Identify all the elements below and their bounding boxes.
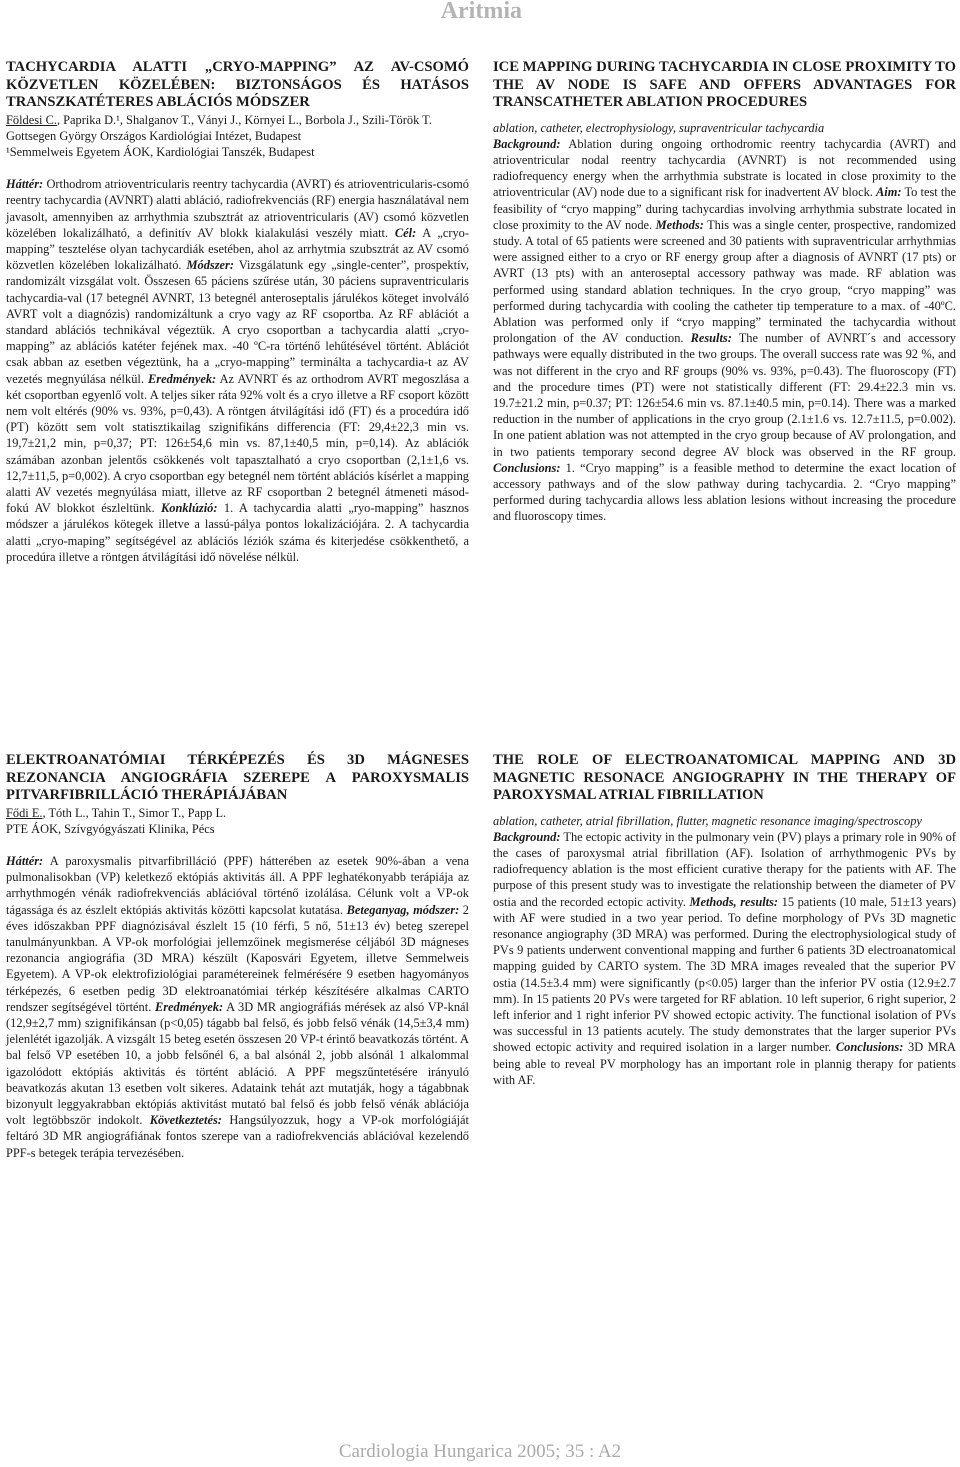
section-text: 3D MRA being able to reveal PV morphology has an important role in plannig therapy for patients with AF.	[493, 1040, 956, 1087]
section-text: The number of AVNRT´s and accessory pathways were equally distributed in the two groups. The overall success rate was 92 %, and was not different in the cryo and RF groups (90% vs. 93%, p=0.43). The fluoroscopy (FT) and the procedure times (PT) were not statistically different (FT: 29.4±22.3 min vs. 19.7±21.2 min, p=0.37; PT: 126±54.6 min vs. 87.1±40.5 min, p=0.14). There was a marked reduction in the number of applications in the cryo group (2.1±1.6 vs. 12.7±11.5, p=0.002). In one patient ablation was not attempted in the cryo group because of AV prolongation, and in two patients temporary second degree AV block was observed in the RF group.	[493, 331, 957, 459]
section-label: Methods:	[655, 217, 704, 232]
section-label: Cél:	[394, 225, 417, 240]
abstract-en-cryo	[493, 59, 956, 525]
section-text: Az AVNRT és az orthodrom AVRT megoszlása a két csoportban egyenlő volt. A teljes siker ráta 92% volt és a cryo illetve a RF csoport között nem volt eltérés (90% vs. 93%, p=0,43). A röntgen átvilágítási idő (FT) és a procedúra idő (PT) között sem volt statisztikailag szignifikáns differencia (FT: 29,4±22,3 min vs. 19,7±21,2 min, p=0,37; PT: 126±54,6 min vs. 87,1±40,5 min, p=0,14). Az ablációk számában azonban jelentős csökkenés volt tapasztalható a cryo csoportban (2,1±1,6 vs. 12,7±11,5, p=0,002). A cryo csoportban egy betegnél nem történt ablációs kísérlet a mapping alatti AV vezetés megnyúlása miatt, illetve az RF csoportban 2 betegnél átmeneti másod-fokú AV blokkot észleltünk.	[6, 371, 469, 516]
section-label: Conclusions:	[493, 460, 561, 475]
section-label: Conclusions:	[835, 1040, 904, 1055]
section-text: 2 éves időszakban PPF diagnózisával észlelt 15 (10 férfi, 5 nő, 51±13 év) beteg szerepel tanulmányunkban. A VP-ok morfológiai jellemzőinek megismerése céljából 3D mágneses rezonancia angiográfia (3D MRA) készült (Kaposvári Egyetem, illetve Semmelweis Egyetem). A VP-ok elektrofiziológiai paramétereinek felmérésére 9 esetben hagyományos térképezés, 6 esetben pedig 3D elektroanatómiai térkép készítésére alkalmas CARTO rendszer segítségével történt.	[6, 902, 469, 1014]
section-label: Konklúzió:	[161, 501, 218, 516]
section-label: Background:	[493, 136, 561, 151]
co-authors: , Paprika D.¹, Shalganov T., Ványi J., Környei L., Borbola J., Szili-Török T.	[56, 112, 432, 127]
section-text: Orthodrom atrioventricularis reentry tachycardia (AVRT) és atrioventricularis-csomó reentry tachycardia (AVNRT) alatti abláció, radiofrekvenciás (RF) energia használatával nem javasolt, amennyiben az arrhythmia szubsztrát az atrioventricularis (AV) csomó közvetlen közelében lokalizálható, a definitív AV blokk kialakulási veszély miatt.	[6, 177, 469, 240]
section-label: Eredmények:	[154, 999, 224, 1014]
section-label: Background:	[493, 829, 561, 844]
section-label: Results:	[690, 331, 732, 346]
abstract-en-mri	[493, 752, 956, 1088]
section-label: Háttér:	[6, 853, 44, 868]
presenting-author: Fődi E.	[6, 805, 43, 820]
section-label: Módszer:	[186, 258, 234, 273]
section-text: Ablation during ongoing orthodromic reentry tachycardia (AVRT) and atrioventricular nodal reentry tachycardia (AVNRT) is not recommended using radiofrequency energy when the arrhythmia substrate is located in close proximity to the atrioventricular (AV) node due to a significant risk for inadvertent AV block.	[493, 136, 956, 200]
section-text: The ectopic activity in the pulmonary vein (PV) plays a primary role in 90% of the cases of paroxysmal atrial fibrillation (AF). Isolation of arrhythmogenic PVs by radiofrequency ablation is the most efficient curative therapy for the patients with AF. The purpose of this present study was to investigate the relationship between the diameter of PV ostia and the recorded ectopic activity.	[493, 829, 956, 909]
abstract-title: TACHYCARDIA ALATTI „CRYO-MAPPING” AZ AV-CSOMÓ KÖZVETLEN KÖZELÉBEN: BIZTONSÁGOS ÉS HATÁSOS TRANSZKATÉTERES ABLÁCIÓS MÓDSZER	[6, 59, 469, 110]
abstract-hu-cryo	[6, 59, 469, 565]
abstract-body	[493, 136, 956, 525]
abstract-hu-mri	[6, 752, 469, 1161]
section-text: Hangsúlyozzuk, hogy a VP-ok morfológiáját feltáró 3D MR angiográfiának fontos szerepe van a radiofrekvenciás ablációval kezelendő PPF-s betegek terápia tervezésében.	[6, 1113, 469, 1160]
section-text: A paroxysmalis pitvarfibrilláció (PPF) hátterében az esetek 90%-ában a vena pulmonalisokban (VP) keletkező ektópiás aktivitás áll. A PPF leghatékonyabb terápiája az arrhythmogén vénák radiofrekvenciás ablációval történő izolálása. Célunk volt a VP-ok tágassága és az észlelt ektópiás aktivitás közötti kapcsolat kutatása.	[6, 853, 469, 917]
co-authors: , Tóth L., Tahin T., Simor T., Papp L.	[42, 805, 227, 820]
presenting-author: Földesi C.	[6, 112, 57, 127]
section-label: Következtetés:	[149, 1113, 222, 1128]
section-text: Vizsgálatunk egy „single-center”, prospektív, randomizált vizsgálat volt. Összesen 65 páciens szűrése után, 30 páciens supraventricularis tachycardia-val (17 betegnél AVNRT, 13 betegnél anteroseptalis járulékos köteget involváló AVRT volt a diagnózis) randomizáltunk a cryo vagy az RF csoportba. Az RF ablációt a standard ablációs technikával végeztük. A cryo csoportban a tachycardia alatti „cryo-mapping” az ablációs katéter fejének max. -40 ºC-ra történő lehűtésével történt. Ablációt csak abban az esetben végeztünk, ha a „cryo-mapping” terminálta a tachycardia-t az AV vezetés megnyúlása nélkül.	[6, 258, 469, 386]
author-list	[6, 112, 469, 128]
affiliation: ¹Semmelweis Egyetem ÁOK, Kardiológiai Tanszék, Budapest	[6, 144, 315, 159]
abstract-body	[493, 829, 956, 1088]
section-label: Beteganyag, módszer:	[346, 902, 460, 917]
section-text: To test the feasibility of “cryo mapping” during tachycardias involving arrhythmia substrate located in close proximity to the AV node.	[493, 185, 957, 232]
section-label: Methods, results:	[689, 894, 779, 909]
keywords: ablation, catheter, electrophysiology, supraventricular tachycardia	[493, 120, 825, 135]
abstract-title: ICE MAPPING DURING TACHYCARDIA IN CLOSE PROXIMITY TO THE AV NODE IS SAFE AND OFFERS ADVANTAGES FOR TRANSCATHETER ABLATION PROCEDURES	[493, 59, 956, 110]
affiliation: PTE ÁOK, Szívgyógyászati Klinika, Pécs	[6, 821, 215, 836]
journal-citation: Cardiologia Hungarica 2005; 35 : A2	[338, 1441, 622, 1462]
section-text: 1. “Cryo mapping” is a feasible method to determine the exact location of accessory pathways and of the slow pathway during tachycardia. 2. “Cryo mapping” performed during tachycardia allows less ablation lesions without increasing the procedure and fluoroscopy times.	[493, 460, 956, 524]
section-text: 15 patients (10 male, 51±13 years) with AF were studied in a two year period. To define morphology of PVs 3D magnetic resonance angiography (3D MRA) was performed. During the electrophysiological study of PVs 9 patients underwent conventional mapping and further 6 patients 3D electroanatomical mapping guided by CARTO system. The 3D MRA images revealed that the superior PV ostia (14.5±3.4 mm) were significantly (p<0.05) larger than the inferior PV ostia (12.9±2.7 mm). In 15 patients 20 PVs were targeted for RF ablation. 10 left superior, 6 right superior, 2 left inferior and 1 right inferior PV showed ectopic activity. The functional isolation of PVs was successful in 13 patients acutely. The study demonstrates that the larger superior PVs showed ectopic activity and required isolation in a larger number.	[493, 894, 956, 1055]
section-label: Háttér:	[6, 177, 44, 192]
author-list	[6, 805, 469, 821]
abstract-title: THE ROLE OF ELECTROANATOMICAL MAPPING AND 3D MAGNETIC RESONACE ANGIOGRAPHY IN THE THERAPY OF PAROXYSMAL ATRIAL FIBRILLATION	[493, 752, 956, 803]
section-text: This was a single center, prospective, randomized study. A total of 65 patients were screened and 30 patients with supraventricular arrhythmias were assigned either to a cryo or RF energy group after a diagnosis of AVNRT (17 pts) or AVRT (13 pts) with an anteroseptal accessory pathway was made. RF ablation was performed using standard ablation techniques. In the cryo group, “cryo mapping” was performed during tachycardia with cooling the catheter tip temperature to a max. of -40ºC. Ablation was performed only if “cryo mapping” terminated the tachycardia without prolongation of the AV conduction.	[493, 217, 956, 346]
section-label: Aim:	[876, 185, 902, 200]
section-text: 1. A tachycardia alatti „ryo-mapping” hasznos módszer a járulékos kötegek illetve a lassú-pálya pontos lokalizációjára. 2. A tachycardia alatti „cryo-maping” segítségével az ablációs léziók száma és kiterjedése csökkenthető, a procedúra illetve a röntgen átvilágítási idő növelése nélkül.	[6, 501, 469, 564]
section-text: A „cryo-mapping” tesztelése olyan tachycardiák esetében, ahol az arrhytmia szubsztrát az AV csomó közvetlen közelében lokalizálható.	[6, 225, 469, 273]
abstract-body	[6, 853, 469, 1161]
section-label: Eredmények:	[148, 371, 217, 386]
section-header: Aritmia	[440, 0, 522, 24]
abstract-body	[6, 176, 469, 565]
abstract-title: ELEKTROANATÓMIAI TÉRKÉPEZÉS ÉS 3D MÁGNESES REZONANCIA ANGIOGRÁFIA SZEREPE A PAROXYSMALIS PITVARFIBRILLÁCIÓ THERÁPIÁJÁBAN	[6, 752, 469, 803]
keywords: ablation, catheter, atrial fibrillation, flutter, magnetic resonance imaging/spectroscopy	[493, 813, 922, 828]
affiliation: Gottsegen György Országos Kardiológiai Intézet, Budapest	[6, 128, 302, 143]
section-text: A 3D MR angiográfiás mérések az alsó VP-knál (12,9±2,7 mm) szignifikánsan (p<0,05) tágabb bal felső, és jobb felső vénák (14,5±3,4 mm) jelenlétét igazolják. A vizsgált 15 beteg esetén összesen 20 VP-t érintő beavatkozás történt. A bal felső VP esetében 10, a jobb felsőnél 6, a bal alsónál 2, jobb alsónál 1 alkalommal igazolódott ektópiás aktivitás és történt abláció. A PPF megszűntetésére irányuló beavatkozás akutan 13 esetben volt sikeres. Adataink tehát azt mutatják, hogy a tágabbnak bizonyult leggyakrabban ektópiás aktivitást mutató bal felső és jobb felső vénák ablációja volt legtöbbször indokolt.	[6, 999, 469, 1128]
